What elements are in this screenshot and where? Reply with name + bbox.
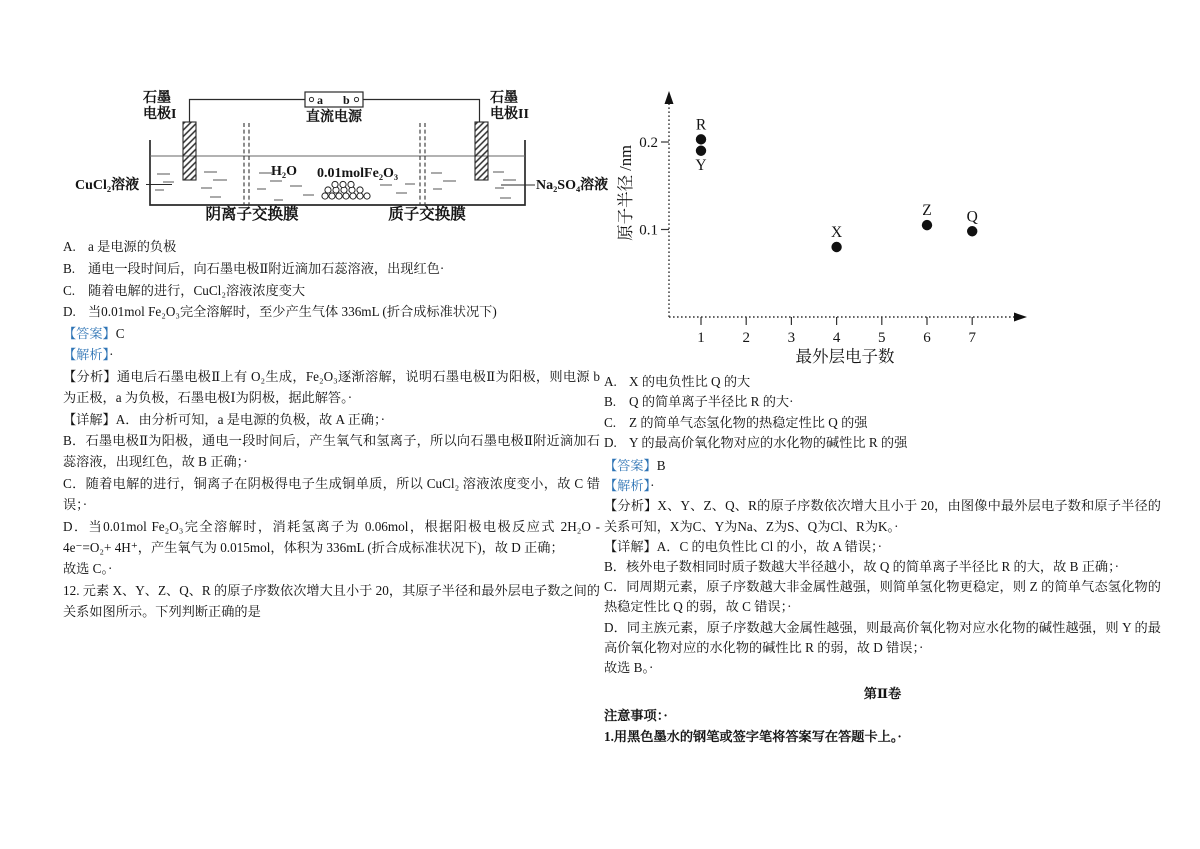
question-11-options	[63, 236, 600, 323]
y-tick-label: 0.1	[639, 222, 658, 239]
option-text: 随着电解的进行，CuCl₂溶液浓度变大	[88, 282, 306, 298]
option-text: 通电一段时间后，向石墨电极Ⅱ附近滴加石蕊溶液，出现红色·	[88, 260, 445, 276]
answer-value: B	[656, 458, 666, 473]
point-label-Y: Y	[695, 156, 707, 174]
analysis-paragraph: 【分析】X、Y、Z、Q、R的原子序数依次增大且小于 20，由图像中最外层电子数和原子半径的关系可知，X为C、Y为Na、Z为S、Q为Cl、R为K。·	[604, 498, 1161, 534]
answer-tag: 【答案】	[604, 458, 657, 473]
option-letter: C.	[604, 414, 617, 430]
analysis-heading-line: 【解析】·	[604, 478, 655, 494]
fe2o3-solid-pile	[322, 181, 370, 199]
fe2o3-amount-label: 0.01molFe₂O₃	[317, 166, 399, 181]
option-a	[63, 236, 600, 258]
analysis-tag: 【解析】	[63, 347, 110, 363]
answer-value: C	[115, 326, 125, 341]
cucl2-solution-label: CuCl₂溶液	[75, 178, 140, 193]
section-2-title: 第Ⅱ卷	[863, 686, 902, 702]
point-label-Q: Q	[966, 208, 978, 226]
electrode-1-label-line2: 电极I	[143, 107, 177, 122]
option-text: 当0.01mol Fe₂O₃完全溶解时，至少产生气体 336mL (折合成标准状况下)	[88, 304, 497, 320]
answer-line	[63, 323, 600, 344]
analysis-heading-line: 【解析】·	[63, 347, 114, 363]
data-point-Q	[967, 226, 977, 236]
terminal-a-label: a	[317, 93, 323, 107]
option-b	[63, 258, 600, 280]
note-1: 1.用黑色墨水的钢笔或签字笔将答案写在答题卡上。·	[604, 728, 902, 744]
notes-heading: 注意事项：·	[604, 708, 668, 724]
x-axis-title: 最外层电子数	[795, 347, 895, 366]
detail-paragraph-c: C．同周期元素，原子序数越大非金属性越强，则简单氢化物更稳定，则 Z 的简单气态氢化物的热稳定性比 Q 的弱，故 C 错误；·	[604, 579, 1161, 615]
detail-paragraph-d: D．当0.01mol Fe₂O₃完全溶解时，消耗氢离子为 0.06mol，根据阳极电极反应式 2H₂O - 4e⁻=O₂+ 4H⁺，产生氧气为 0.015mol，体积为 336mL (折合成标准状况下)，故 D 正确；	[63, 518, 600, 556]
detail-paragraph-b: B．石墨电极Ⅱ为阳极，通电一段时间后，产生氧气和氢离子，所以向石墨电极Ⅱ附近滴加石蕊溶液，出现红色，故 B 正确；·	[63, 433, 600, 470]
graphite-electrode-1	[183, 122, 196, 180]
electrode-1-label-line1: 石墨	[143, 91, 171, 106]
x-tick-label: 4	[832, 330, 841, 346]
x-tick-label: 7	[968, 330, 976, 346]
detail-paragraph-d: D．同主族元素，原子序数越大金属性越强，则最高价氧化物对应水化物的碱性越强，则 Y 的最高价氧化物对应的水化物的碱性比 R 的弱，故 D 错误；·	[604, 619, 1161, 655]
data-point-R	[696, 134, 706, 144]
conclusion-line: 故选 C。·	[63, 561, 113, 577]
question-11-solution	[63, 323, 600, 623]
option-letter: B.	[63, 260, 76, 276]
power-supply-label: 直流电源	[306, 110, 362, 125]
analysis-paragraph: 【分析】通电后石墨电极Ⅱ上有 O₂生成，Fe₂O₃逐渐溶解，说明石墨电极Ⅱ为阳极，则电源 b 为正极，a 为负极，石墨电极Ⅰ为阴极，据此解答。·	[63, 368, 600, 406]
option-a	[604, 372, 1161, 392]
water-label: H₂O	[271, 164, 297, 179]
option-text: X 的电负性比 Q 的大	[629, 374, 751, 389]
option-c	[604, 413, 1161, 433]
option-letter: A.	[604, 374, 617, 389]
graphite-electrode-2	[475, 122, 488, 180]
option-letter: C.	[63, 282, 76, 298]
question-12-solution	[604, 456, 1161, 747]
option-d	[63, 301, 600, 323]
answer-line	[604, 456, 1161, 476]
x-tick-label: 6	[923, 330, 931, 346]
option-letter: B.	[604, 394, 617, 410]
point-label-X: X	[830, 224, 843, 241]
electrode-2-label-line1: 石墨	[490, 91, 518, 106]
y-axis-title: 原子半径 /nm	[616, 145, 635, 241]
proton-exchange-membrane	[420, 123, 425, 205]
detail-paragraph-c: C．随着电解的进行，铜离子在阴极得电子生成铜单质，所以 CuCl₂ 溶液浓度变小，故 C 错误；·	[63, 475, 600, 513]
terminal-b-contact	[354, 97, 358, 101]
x-tick-label: 2	[742, 330, 750, 346]
y-axis-arrow	[665, 91, 674, 104]
x-axis-arrow	[1014, 313, 1027, 322]
detail-paragraph-a: 【详解】A．C 的电负性比 Cl 的小，故 A 错误；·	[604, 538, 883, 554]
proton-membrane-label: 质子交换膜	[388, 206, 466, 223]
question-12-options	[604, 372, 1161, 454]
anion-membrane-label: 阴离子交换膜	[205, 206, 299, 223]
point-label-R: R	[695, 116, 707, 134]
data-point-Y	[696, 146, 706, 156]
analysis-tag: 【解析】	[604, 478, 651, 494]
option-c	[63, 280, 600, 302]
x-tick-label: 3	[787, 330, 796, 346]
option-d	[604, 433, 1161, 453]
na2so4-solution-label: Na₂SO₄溶液	[536, 178, 609, 193]
option-letter: A.	[63, 239, 76, 254]
terminal-b-label: b	[343, 93, 350, 107]
anion-exchange-membrane	[244, 123, 249, 205]
option-b	[604, 392, 1161, 412]
answer-tag: 【答案】	[63, 326, 116, 341]
data-point-X	[831, 242, 841, 252]
point-label-Z: Z	[922, 202, 932, 220]
data-point-Z	[922, 220, 932, 230]
option-text: Y 的最高价氧化物对应的水化物的碱性比 R 的强	[629, 435, 908, 451]
atomic-radius-scatter-chart	[615, 85, 1035, 375]
x-tick-label: 5	[878, 330, 886, 346]
terminal-a-contact	[309, 97, 313, 101]
question-12-stem: 12. 元素 X、Y、Z、Q、R 的原子序数依次增大且小于 20，其原子半径和最外层电子数之间的关系如图所示。下列判断正确的是	[63, 582, 600, 620]
option-letter: D.	[604, 435, 617, 451]
x-tick-label: 1	[697, 330, 705, 346]
electrode-2-label-line2: 电极II	[490, 107, 529, 122]
conclusion-line: 故选 B。·	[604, 660, 654, 676]
detail-paragraph-a: 【详解】A．由分析可知，a 是电源的负极，故 A 正确；·	[63, 411, 385, 427]
option-text: Q 的简单离子半径比 R 的大·	[629, 394, 794, 410]
option-text: a 是电源的负极	[88, 239, 177, 254]
electrolysis-apparatus-figure	[60, 85, 620, 227]
detail-paragraph-b: B．核外电子数相同时质子数越大半径越小，故 Q 的简单离子半径比 R 的大，故 B 正确；·	[604, 559, 1120, 575]
option-letter: D.	[63, 304, 76, 320]
option-text: Z 的简单气态氢化物的热稳定性比 Q 的强	[629, 414, 868, 430]
y-tick-label: 0.2	[639, 135, 658, 151]
